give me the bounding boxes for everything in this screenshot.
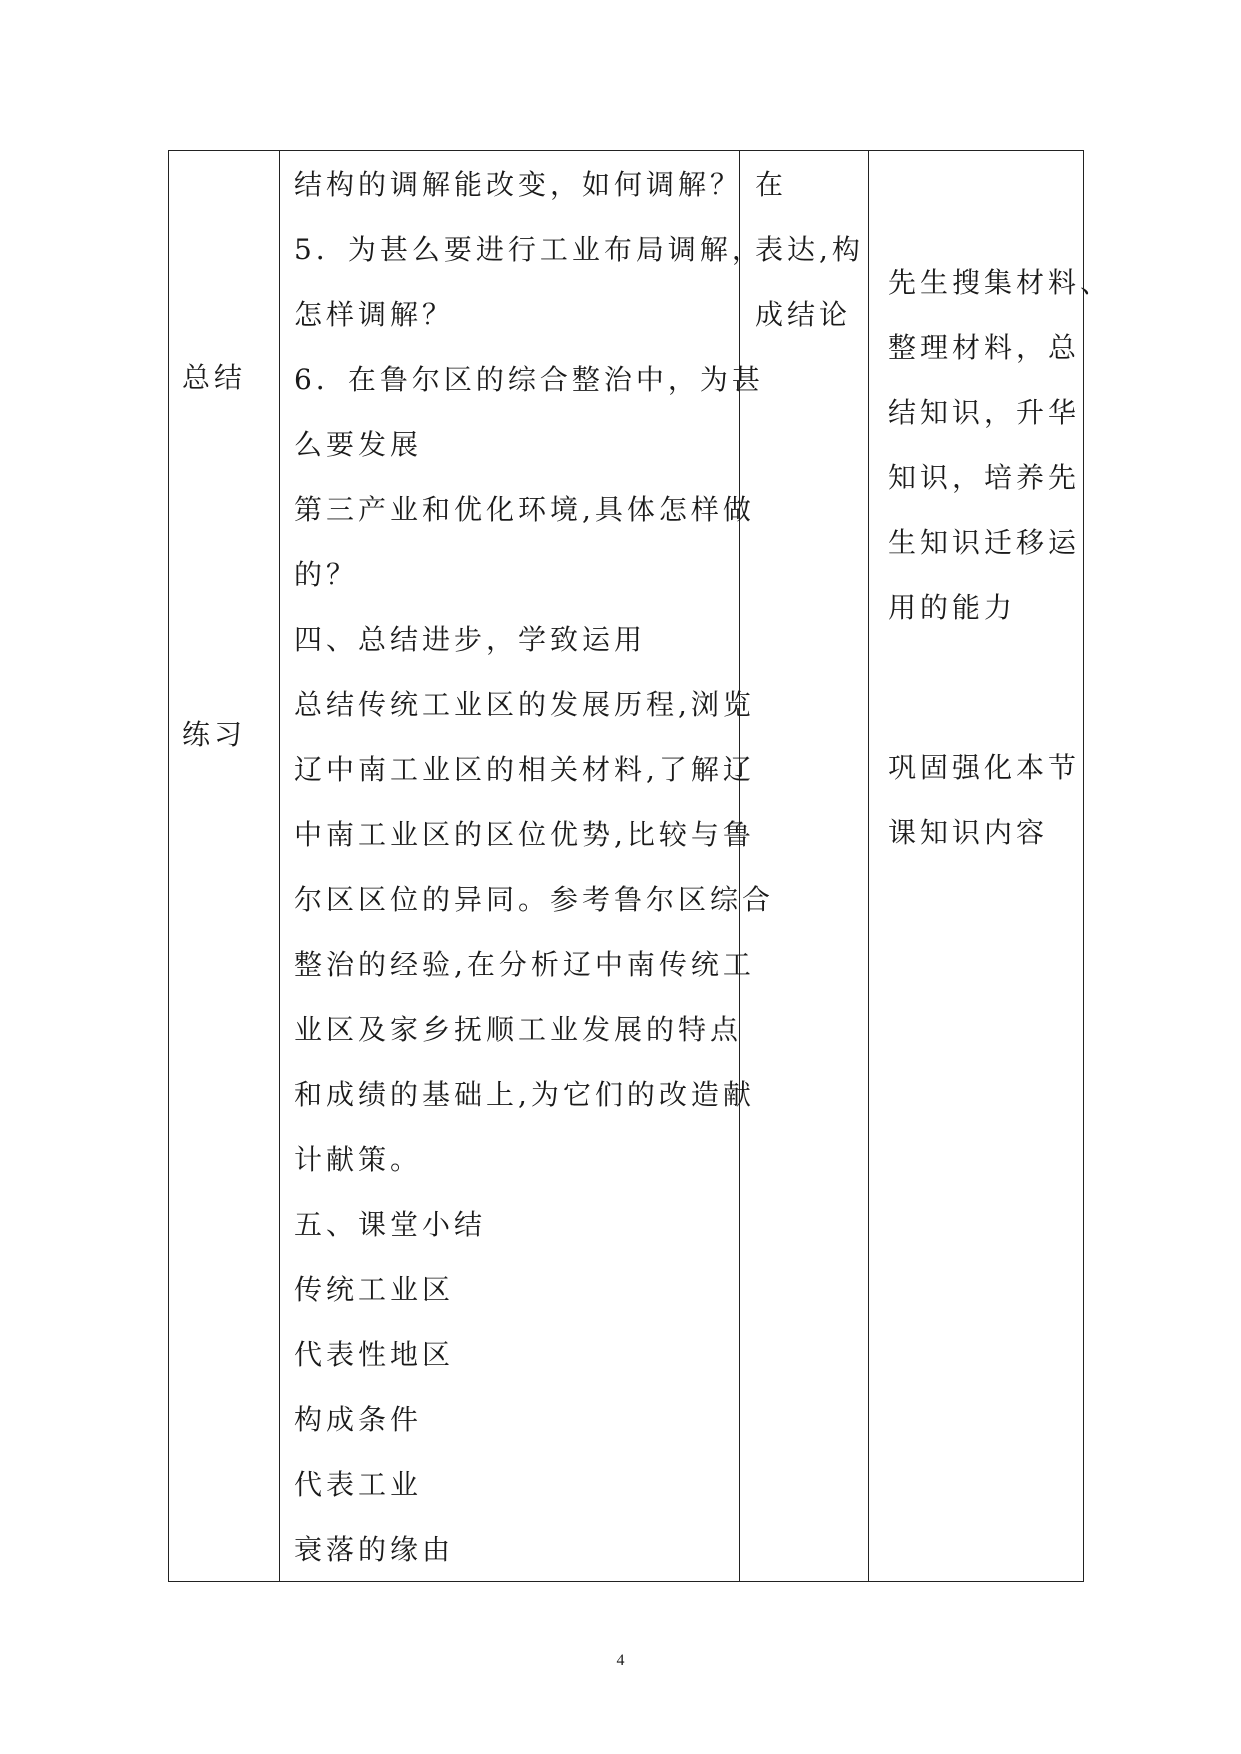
section-label-practice: 练习 [182, 718, 247, 751]
content-line: 代表工业 [294, 1468, 423, 1501]
content-line: 尔区区位的异同。参考鲁尔区综合 [294, 883, 775, 916]
intent-line: 结知识，升华 [888, 396, 1081, 429]
intent-line: 知识，培养先 [888, 461, 1081, 494]
intent-line: 用的能力 [888, 591, 1017, 624]
activity-line: 成结论 [755, 298, 852, 331]
content-line: 么要发展 [294, 428, 423, 461]
content-line: 代表性地区 [294, 1338, 455, 1371]
content-line: 四、总结进步，学致运用 [294, 623, 647, 656]
content-line: 6．在鲁尔区的综合整治中，为甚 [294, 363, 764, 396]
intent-line: 巩固强化本节 [888, 751, 1081, 784]
table-divider-1 [279, 150, 280, 1582]
intent-line: 整理材料，总 [888, 331, 1081, 364]
content-line: 五、课堂小结 [294, 1208, 487, 1241]
content-line: 整治的经验,在分析辽中南传统工 [294, 948, 755, 981]
content-line: 中南工业区的区位优势,比较与鲁 [294, 818, 755, 851]
activity-line: 在 [755, 168, 788, 201]
content-line: 构成条件 [294, 1403, 423, 1436]
design-intent-bottom [888, 735, 1080, 865]
content-line: 计献策。 [294, 1143, 423, 1176]
lesson-content [294, 152, 774, 1582]
content-line: 怎样调解？ [294, 298, 455, 331]
design-intent-top [888, 250, 1112, 640]
content-line: 辽中南工业区的相关材料,了解辽 [294, 753, 755, 786]
intent-line: 生知识迁移运 [888, 526, 1081, 559]
section-label-summary: 总结 [182, 361, 247, 394]
intent-line: 课知识内容 [888, 816, 1049, 849]
content-line: 和成绩的基础上,为它们的改造献 [294, 1078, 755, 1111]
intent-line: 先生搜集材料、 [888, 266, 1113, 299]
content-line: 传统工业区 [294, 1273, 455, 1306]
content-line: 总结传统工业区的发展历程,浏览 [294, 688, 755, 721]
content-line: 业区及家乡抚顺工业发展的特点 [294, 1013, 743, 1046]
content-line: 衰落的缘由 [294, 1533, 455, 1566]
table-divider-3 [868, 150, 869, 1582]
content-line: 结构的调解能改变，如何调解？ [294, 168, 743, 201]
activity-line: 表达,构 [755, 233, 864, 266]
content-line: 5．为甚么要进行工业布局调解， [294, 233, 764, 266]
page-number: 4 [616, 1652, 625, 1669]
content-line: 的？ [294, 558, 359, 591]
content-line: 第三产业和优化环境,具体怎样做 [294, 493, 755, 526]
student-activity [755, 152, 864, 347]
